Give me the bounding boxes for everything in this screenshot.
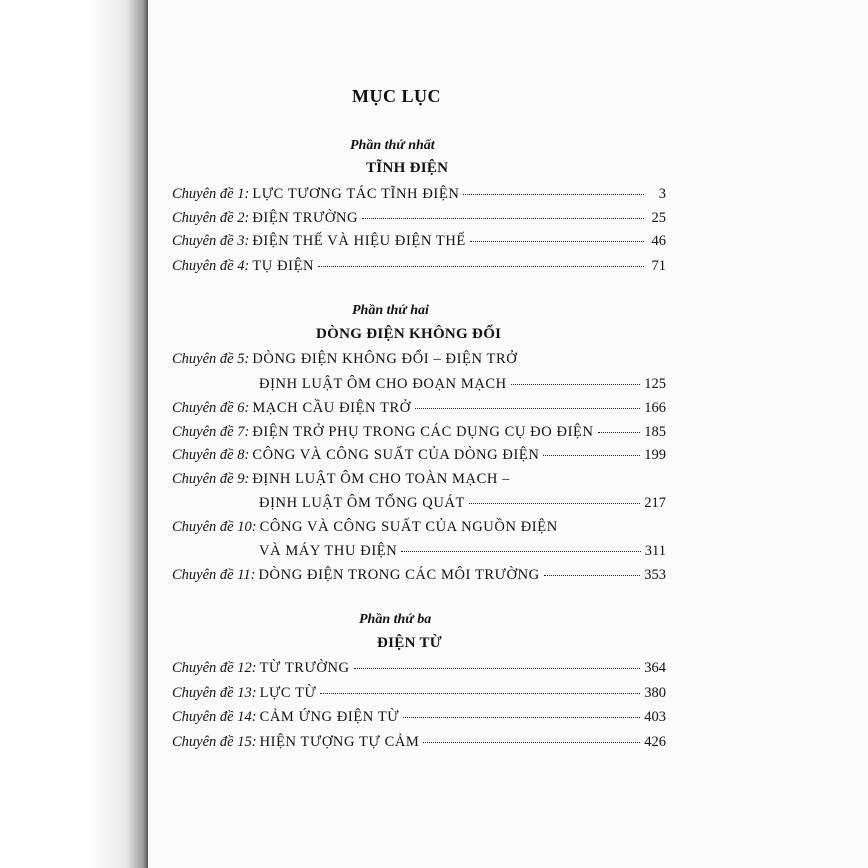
- page-number: 166: [644, 400, 666, 416]
- page-number: 217: [644, 495, 666, 511]
- chapter-title: ĐIỆN TRƯỜNG: [252, 210, 359, 226]
- dot-leader: [354, 668, 641, 669]
- page-number: 25: [651, 210, 666, 226]
- chapter-label: Chuyên đề 7:: [172, 424, 250, 440]
- page-number: 403: [644, 709, 666, 725]
- chapter-label: Chuyên đề 11:: [172, 567, 256, 583]
- dot-leader: [511, 384, 641, 385]
- toc-entry[interactable]: [259, 376, 666, 396]
- chapter-title: DÒNG ĐIỆN TRONG CÁC MÔI TRƯỜNG: [258, 567, 540, 583]
- dot-leader: [320, 693, 640, 694]
- page-number: 185: [644, 424, 666, 440]
- chapter-title: DÒNG ĐIỆN KHÔNG ĐỔI – ĐIỆN TRỞ: [252, 351, 518, 367]
- toc-entry[interactable]: [172, 660, 666, 680]
- toc-entry[interactable]: [172, 233, 666, 253]
- dot-leader: [544, 575, 641, 576]
- chapter-title: VÀ MÁY THU ĐIỆN: [259, 543, 398, 559]
- dot-leader: [362, 218, 644, 219]
- chapter-label: Chuyên đề 13:: [172, 685, 257, 701]
- part-label: Phần thứ ba: [359, 612, 432, 627]
- chapter-label: Chuyên đề 15:: [172, 734, 257, 750]
- part-label: Phần thứ hai: [352, 303, 429, 318]
- chapter-title: TỪ TRƯỜNG: [259, 660, 350, 676]
- page-number: 125: [644, 376, 666, 392]
- chapter-title: ĐỊNH LUẬT ÔM TỔNG QUÁT: [259, 495, 465, 511]
- page-number: 380: [644, 685, 666, 701]
- chapter-label: Chuyên đề 8:: [172, 447, 250, 463]
- page-number: 199: [644, 447, 666, 463]
- dot-leader: [415, 408, 640, 409]
- toc-entry[interactable]: [172, 210, 666, 230]
- part-name: TĨNH ĐIỆN: [366, 160, 449, 176]
- chapter-title: CẢM ỨNG ĐIỆN TỪ: [259, 709, 400, 725]
- toc-entry[interactable]: [172, 519, 666, 539]
- toc-entry[interactable]: [172, 258, 666, 278]
- dot-leader: [318, 266, 644, 267]
- chapter-title: CÔNG VÀ CÔNG SUẤT CỦA DÒNG ĐIỆN: [252, 447, 540, 463]
- toc-entry[interactable]: [172, 685, 666, 705]
- chapter-title: ĐỊNH LUẬT ÔM CHO ĐOẠN MẠCH: [259, 376, 507, 392]
- chapter-label: Chuyên đề 5:: [172, 351, 250, 367]
- part-name: ĐIỆN TỪ: [377, 635, 443, 651]
- chapter-title: MẠCH CẦU ĐIỆN TRỞ: [252, 400, 411, 416]
- toc-entry[interactable]: [259, 543, 666, 563]
- chapter-label: Chuyên đề 9:: [172, 471, 250, 487]
- page-number: 311: [644, 543, 666, 559]
- chapter-title: TỤ ĐIỆN: [252, 258, 315, 274]
- chapter-label: Chuyên đề 2:: [172, 210, 250, 226]
- toc-entry[interactable]: [172, 471, 666, 491]
- toc-entry[interactable]: [172, 424, 666, 444]
- chapter-title: ĐỊNH LUẬT ÔM CHO TOÀN MẠCH –: [252, 471, 510, 487]
- page-number: 46: [651, 233, 666, 249]
- chapter-label: Chuyên đề 1:: [172, 186, 250, 202]
- toc-entry[interactable]: [172, 351, 666, 371]
- dot-leader: [423, 742, 640, 743]
- page-number: 426: [644, 734, 666, 750]
- dot-leader: [401, 551, 640, 552]
- chapter-title: LỰC TƯƠNG TÁC TĨNH ĐIỆN: [252, 186, 460, 202]
- toc-entry[interactable]: [259, 495, 666, 515]
- page-number: 3: [658, 186, 666, 202]
- chapter-label: Chuyên đề 14:: [172, 709, 257, 725]
- chapter-label: Chuyên đề 4:: [172, 258, 250, 274]
- page-number: 71: [651, 258, 666, 274]
- dot-leader: [543, 455, 640, 456]
- chapter-label: Chuyên đề 6:: [172, 400, 250, 416]
- page-number: 353: [644, 567, 666, 583]
- chapter-label: Chuyên đề 10:: [172, 519, 257, 535]
- toc-entry[interactable]: [172, 400, 666, 420]
- chapter-title: CÔNG VÀ CÔNG SUẤT CỦA NGUỒN ĐIỆN: [259, 519, 558, 535]
- dot-leader: [403, 717, 640, 718]
- chapter-title: ĐIỆN THẾ VÀ HIỆU ĐIỆN THẾ: [252, 233, 466, 249]
- chapter-label: Chuyên đề 12:: [172, 660, 257, 676]
- dot-leader: [463, 194, 644, 195]
- toc-entry[interactable]: [172, 734, 666, 754]
- toc-entry[interactable]: [172, 186, 666, 206]
- dot-leader: [470, 241, 644, 242]
- book-spine-shadow: [0, 0, 148, 868]
- toc-title: MỤC LỤC: [352, 86, 441, 106]
- chapter-title: ĐIỆN TRỞ PHỤ TRONG CÁC DỤNG CỤ ĐO ĐIỆN: [252, 424, 594, 440]
- toc-entry[interactable]: [172, 567, 666, 587]
- part-name: DÒNG ĐIỆN KHÔNG ĐỔI: [316, 326, 502, 342]
- chapter-title: LỰC TỪ: [259, 685, 317, 701]
- chapter-title: HIỆN TƯỢNG TỰ CẢM: [259, 734, 420, 750]
- toc-entry[interactable]: [172, 447, 666, 467]
- toc-entry[interactable]: [172, 709, 666, 729]
- page-number: 364: [644, 660, 666, 676]
- dot-leader: [469, 503, 640, 504]
- part-label: Phần thứ nhất: [350, 138, 435, 153]
- dot-leader: [598, 432, 641, 433]
- chapter-label: Chuyên đề 3:: [172, 233, 250, 249]
